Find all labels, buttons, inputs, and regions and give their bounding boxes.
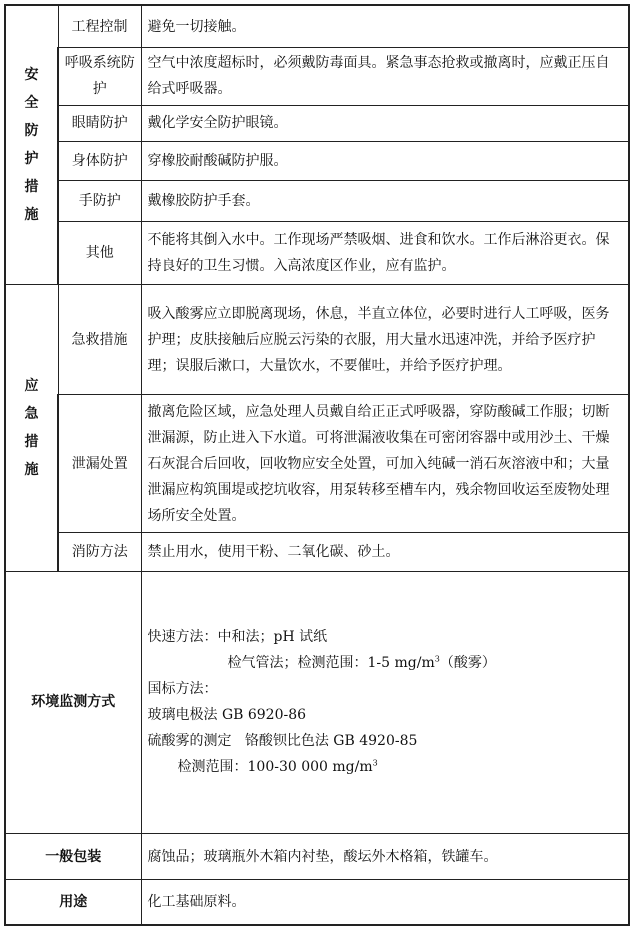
table-row — [5, 880, 629, 925]
row-label: 其他 — [58, 221, 141, 284]
row-label: 眼睛防护 — [58, 105, 141, 142]
row-content: 吸入酸雾应立即脱离现场，休息，半直立体位，必要时进行人工呼吸，医务护理；皮肤接触后应脱云污染的衣服，用大量水迅速冲洗，并给予医疗护理；误服后漱口，大量饮水，不要催吐，并给予医疗护理。 — [141, 285, 629, 395]
row-content: 空气中浓度超标时，必须戴防毒面具。紧急事态抢救或撤离时，应戴正压自给式呼吸器。 — [141, 48, 629, 105]
row-label: 急救措施 — [58, 285, 141, 395]
unit-superscript: 3 — [434, 654, 440, 664]
row-content: 戴橡胶防护手套。 — [141, 181, 629, 222]
row-label: 手防护 — [58, 181, 141, 222]
table-row — [5, 48, 629, 105]
table-row — [5, 105, 629, 142]
row-label: 工程控制 — [58, 5, 141, 48]
row-content: 穿橡胶耐酸碱防护服。 — [141, 142, 629, 181]
table-row — [5, 181, 629, 222]
row-label: 身体防护 — [58, 142, 141, 181]
row-content: 避免一切接触。 — [141, 5, 629, 48]
table-row — [5, 142, 629, 181]
emergency-group-text: 应急措施 — [24, 378, 39, 479]
monitor-range-tail: （酸雾） — [439, 655, 496, 672]
msds-table — [4, 4, 630, 926]
monitor-line: 国标方法： — [147, 681, 218, 698]
table-row — [5, 533, 629, 572]
monitoring-label: 环境监测方式 — [5, 572, 141, 833]
row-content: 不能将其倒入水中。工作现场严禁吸烟、进食和饮水。工作后淋浴更衣。保持良好的卫生习惯。入高浓度区作业，应有监护。 — [141, 221, 629, 284]
monitor-line: 玻璃电极法 GB 6920-86 — [147, 707, 307, 724]
monitor-range-text: 检气管法；检测范围：1-5 mg/m — [227, 655, 435, 672]
table-row — [5, 221, 629, 284]
usage-content: 化工基础原料。 — [141, 880, 629, 925]
row-label: 泄漏处置 — [58, 395, 141, 533]
monitor-line: 快速方法：中和法；pH 试纸 — [147, 629, 328, 646]
emergency-group-label — [5, 285, 58, 572]
monitor-line — [148, 754, 623, 780]
row-label: 消防方法 — [58, 533, 141, 572]
monitor-line — [148, 650, 623, 676]
row-content: 禁止用水，使用干粉、二氧化碳、砂土。 — [141, 533, 629, 572]
table-row — [5, 285, 629, 395]
monitor-range-text: 检测范围：100-30 000 mg/m — [177, 759, 373, 776]
row-label: 呼吸系统防护 — [58, 48, 141, 105]
packaging-content: 腐蚀品；玻璃瓶外木箱内衬垫，酸坛外木格箱，铁罐车。 — [141, 833, 629, 880]
row-content: 戴化学安全防护眼镜。 — [141, 105, 629, 142]
row-content: 撤离危险区域，应急处理人员戴自给正正式呼吸器，穿防酸碱工作服；切断泄漏源，防止进入下水道。可将泄漏液收集在可密闭容器中或用沙土、干燥石灰混合后回收，回收物应安全处置，可加入纯碱一消石灰溶液中和；大量泄漏应构筑围堤或挖坑收容，用泵转移至槽车内，残余物回收运至废物处理场所安全处置。 — [141, 395, 629, 533]
table-row — [5, 5, 629, 48]
usage-label: 用途 — [5, 880, 141, 925]
table-row — [5, 833, 629, 880]
unit-superscript: 3 — [372, 758, 378, 768]
table-row — [5, 395, 629, 533]
safety-group-text: 安全防护措施 — [24, 67, 39, 224]
monitoring-content — [141, 572, 629, 833]
table-row — [5, 572, 629, 833]
monitor-line: 硫酸雾的测定 铬酸钡比色法 GB 4920-85 — [147, 733, 418, 750]
packaging-label: 一般包装 — [5, 833, 141, 880]
safety-group-label — [5, 5, 58, 285]
